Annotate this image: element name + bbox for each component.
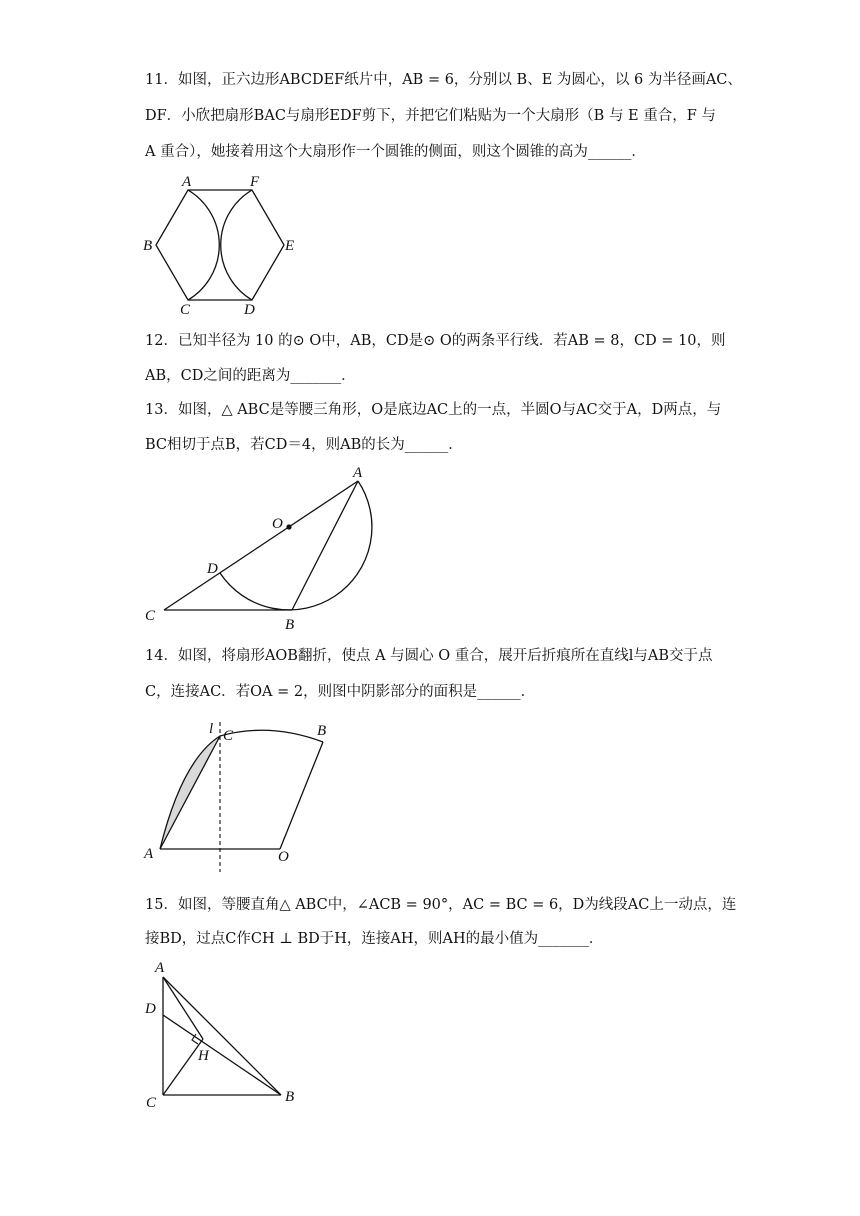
segment-AB: [163, 977, 281, 1095]
question-11-line-3: A 重合），她接着用这个大扇形作一个圆锥的侧面，则这个圆锥的高为______．: [145, 144, 646, 160]
label-A: A: [182, 174, 192, 190]
question-15-line-1: 15．如图，等腰直角△ ABC中，∠ACB = 90°，AC = BC = 6，D为线段AC上一动点，连: [145, 897, 737, 913]
arc-AC: [188, 190, 219, 300]
label-E: E: [285, 238, 295, 254]
question-15-line-2: 接BD，过点C作CH ⊥ BD于H，连接AH，则AH的最小值为_______．: [145, 931, 604, 947]
semicircle-figure: [140, 460, 390, 635]
segment-CA: [164, 481, 358, 610]
label-B: B: [285, 1089, 295, 1105]
sector-figure: [140, 712, 340, 872]
label-O: O: [278, 849, 289, 865]
label-D: D: [207, 561, 218, 577]
label-B: B: [285, 617, 295, 633]
label-D: D: [145, 1001, 156, 1017]
semicircle-O: [220, 481, 372, 610]
center-point-O: [286, 524, 291, 529]
segment-CH: [163, 1039, 203, 1095]
question-11-line-1: 11．如图，正六边形ABCDEF纸片中，AB = 6，分别以 B、E 为圆心，以 6 为半径画AC、: [145, 72, 742, 88]
arc-DF: [221, 190, 252, 300]
question-13-line-2: BC相切于点B，若CD＝4，则AB的长为______．: [145, 437, 463, 453]
label-C: C: [146, 1095, 157, 1111]
label-C: C: [145, 608, 156, 624]
label-A: A: [353, 465, 363, 481]
label-D: D: [244, 302, 255, 318]
label-A: A: [155, 960, 165, 976]
right-triangle-figure: [140, 955, 310, 1115]
label-F: F: [250, 174, 260, 190]
hexagon-figure: [140, 170, 310, 320]
label-B: B: [143, 238, 153, 254]
question-14-line-1: 14．如图，将扇形AOB翻折，使点 A 与圆心 O 重合，展开后折痕所在直线l与AB交于点: [145, 648, 713, 664]
question-13-line-1: 13．如图，△ ABC是等腰三角形，O是底边AC上的一点，半圆O与AC交于A，D两点，与: [145, 402, 722, 418]
hexagon-outline: [156, 190, 284, 300]
segment-AC: [160, 736, 220, 849]
label-C: C: [180, 302, 191, 318]
label-A: A: [144, 846, 154, 862]
label-C: C: [223, 728, 234, 744]
label-H: H: [198, 1048, 209, 1064]
question-12-line-2: AB，CD之间的距离为_______．: [145, 368, 356, 384]
label-O: O: [272, 516, 283, 532]
question-14-line-2: C，连接AC．若OA = 2，则图中阴影部分的面积是______．: [145, 684, 536, 700]
radius-OB: [280, 742, 323, 849]
question-12-line-1: 12．已知半径为 10 的⊙ O中，AB，CD是⊙ O的两条平行线．若AB = 8，CD = 10，则: [145, 333, 726, 349]
segment-DB: [163, 1015, 281, 1095]
question-11-line-2: DF．小欣把扇形BAC与扇形EDF剪下，并把它们粘贴为一个大扇形（B 与 E 重合，F 与: [145, 108, 716, 124]
segment-AB: [292, 481, 358, 610]
segment-AH: [163, 977, 203, 1039]
label-B: B: [317, 723, 327, 739]
label-l: l: [209, 721, 214, 737]
